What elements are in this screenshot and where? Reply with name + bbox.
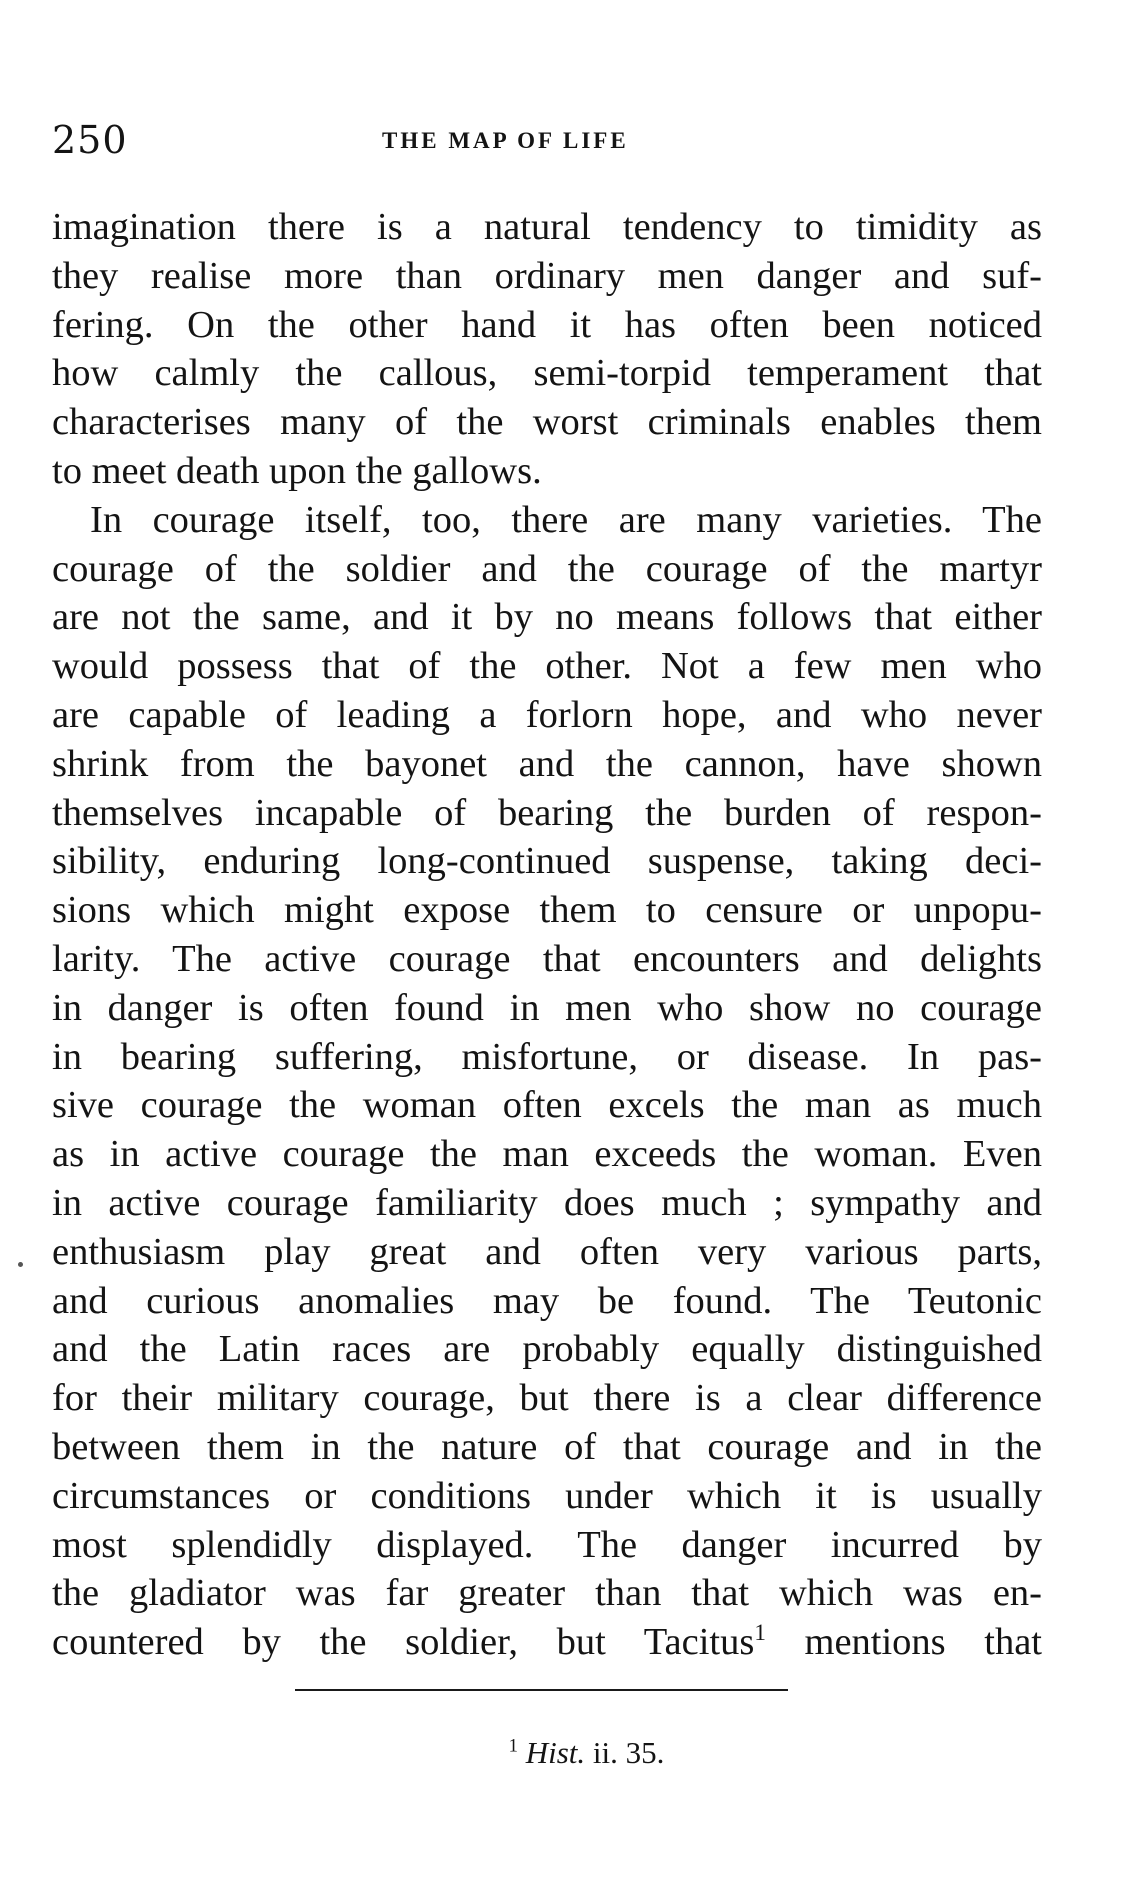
text-line: enthusiasm play great and often very various parts,	[52, 1230, 1042, 1273]
text-line: sive courage the woman often excels the man as much	[52, 1084, 1042, 1127]
text-line: circumstances or conditions under which it is usually	[52, 1474, 1042, 1517]
page-number: 250	[52, 118, 128, 162]
text-line: fering. On the other hand it has often been noticed	[52, 303, 1042, 346]
footnote-marker: 1	[508, 1735, 518, 1757]
footnote-work-title: Hist.	[525, 1735, 586, 1770]
text-line: to meet death upon the gallows.	[52, 449, 542, 492]
footnote-divider	[295, 1689, 788, 1691]
text-line: how calmly the callous, semi-torpid temperament that	[52, 352, 1042, 395]
text-line: shrink from the bayonet and the cannon, have shown	[52, 742, 1042, 785]
running-head	[52, 118, 1042, 168]
text-line: imagination there is a natural tendency to timidity as	[52, 206, 1042, 248]
text-line: most splendidly displayed. The danger incurred by	[52, 1523, 1042, 1566]
body-text	[52, 203, 1042, 1667]
text-line: are not the same, and it by no means follows that either	[52, 596, 1042, 639]
text-line: courage of the soldier and the courage of the martyr	[52, 547, 1042, 590]
text-line: in danger is often found in men who show no courage	[52, 986, 1042, 1029]
print-speck	[18, 1262, 23, 1267]
text-line: larity. The active courage that encounters and delights	[52, 937, 1042, 980]
text-line-with-footnote-ref	[52, 1618, 1042, 1667]
text-line: and curious anomalies may be found. The Teutonic	[52, 1279, 1042, 1322]
text-line: the gladiator was far greater than that which was en-	[52, 1572, 1042, 1615]
text-line: for their military courage, but there is a clear difference	[52, 1377, 1042, 1420]
text-line: between them in the nature of that courage and in the	[52, 1425, 1042, 1468]
text-segment: mentions that	[765, 1621, 1042, 1664]
text-line: sions which might expose them to censure or unpopu-	[52, 889, 1042, 932]
footnote-reference-text: ii. 35.	[585, 1735, 665, 1770]
text-line: they realise more than ordinary men danger and suf-	[52, 254, 1042, 297]
text-line: characterises many of the worst criminals enables them	[52, 401, 1042, 444]
text-line: as in active courage the man exceeds the woman. Even	[52, 1133, 1042, 1176]
paragraph-start-line: In courage itself, too, there are many varieties. The	[90, 498, 1042, 541]
footnote	[0, 1735, 1145, 1771]
footnote-reference[interactable]: 1	[754, 1619, 766, 1646]
text-line: themselves incapable of bearing the burden of respon-	[52, 791, 1042, 834]
text-line: in active courage familiarity does much ; sympathy and	[52, 1181, 1042, 1224]
text-line: in bearing suffering, misfortune, or disease. In pas-	[52, 1035, 1042, 1078]
running-title: THE MAP OF LIFE	[382, 128, 629, 153]
text-line: and the Latin races are probably equally distinguished	[52, 1328, 1042, 1371]
text-segment: countered by the soldier, but Tacitus	[52, 1621, 755, 1664]
text-line: would possess that of the other. Not a few men who	[52, 645, 1042, 688]
text-line: sibility, enduring long-continued suspense, taking deci-	[52, 840, 1042, 883]
text-line: are capable of leading a forlorn hope, and who never	[52, 693, 1042, 736]
